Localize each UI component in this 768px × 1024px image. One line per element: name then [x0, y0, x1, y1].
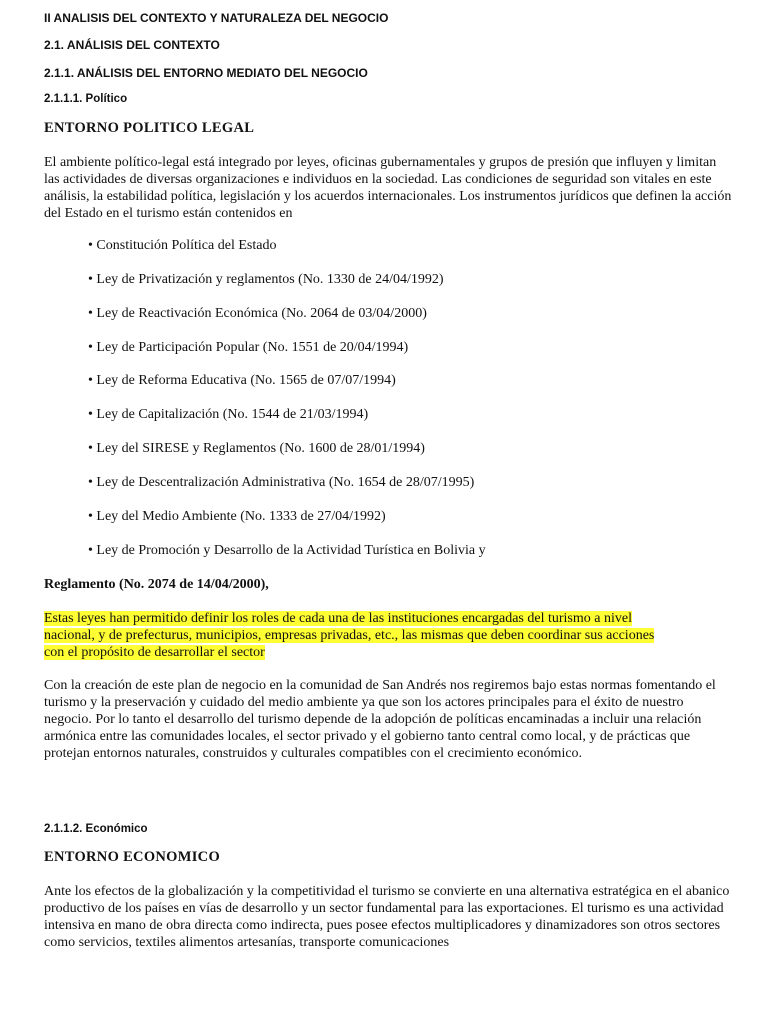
heading-2-1-1-2: 2.1.1.2. Económico [44, 823, 148, 835]
paragraph-politico: El ambiente político-legal está integrado por leyes, oficinas gubernamentales y grupos de presión que influyen y limitan las actividades de diversas organizaciones e individuos en la sociedad. Las condiciones de seguridad son vitales en este análisis, la estabilidad política, legislación y los acuerdos internacionales. Los instrumentos jurídicos que definen la acción del Estado en el turismo están contenidos en [44, 155, 732, 221]
heading-2-1-1: 2.1.1. ANÁLISIS DEL ENTORNO MEDIATO DEL NEGOCIO [44, 66, 368, 80]
law-item: • Constitución Política del Estado [88, 238, 277, 253]
reglamento-line: Reglamento (No. 2074 de 14/04/2000), [44, 577, 269, 592]
highlighted-line: Estas leyes han permitido definir los roles de cada una de las instituciones encargadas del turismo a nivel [44, 611, 632, 626]
law-item: • Ley de Participación Popular (No. 1551 de 20/04/1994) [88, 340, 409, 355]
section-title-politico: ENTORNO POLITICO LEGAL [44, 120, 255, 136]
highlighted-line: con el propósito de desarrollar el sector [44, 645, 265, 660]
heading-main: II ANALISIS DEL CONTEXTO Y NATURALEZA DEL NEGOCIO [44, 11, 389, 25]
law-item: • Ley del SIRESE y Reglamentos (No. 1600 de 28/01/1994) [88, 441, 425, 456]
highlighted-line: nacional, y de prefecturus, municipios, empresas privadas, etc., las mismas que deben coordinar sus acciones [44, 628, 655, 643]
paragraph-san-andres: Con la creación de este plan de negocio en la comunidad de San Andrés nos regiremos bajo estas normas fomentando el turismo y la preservación y cuidado del medio ambiente ya que son los actores principales para el éxito de nuestro negocio. Por lo tanto el desarrollo del turismo depende de la adopción de políticas encaminadas a incluir una relación armónica entre las comunidades locales, el sector privado y el gobierno tanto central como local, y de prácticas que protejan entornos naturales, construidos y culturales compatibles con el crecimiento económico. [44, 678, 716, 761]
law-item: • Ley de Reforma Educativa (No. 1565 de 07/07/1994) [88, 373, 396, 388]
law-item: • Ley del Medio Ambiente (No. 1333 de 27/04/1992) [88, 509, 386, 524]
law-item: • Ley de Descentralización Administrativa (No. 1654 de 28/07/1995) [88, 475, 475, 490]
law-item: • Ley de Reactivación Económica (No. 2064 de 03/04/2000) [88, 306, 427, 321]
section-title-economico: ENTORNO ECONOMICO [44, 849, 221, 865]
paragraph-economico: Ante los efectos de la globalización y la competitividad el turismo se convierte en una alternativa estratégica en el abanico productivo de los países en vías de desarrollo y un sector fundamental para las exportaciones. El turismo es una actividad intensiva en mano de obra directa como indirecta, pues posee efectos multiplicadores y dinamizadores son otros sectores como servicios, textiles alimentos artesanías, transporte comunicaciones [44, 884, 730, 950]
law-item: • Ley de Capitalización (No. 1544 de 21/03/1994) [88, 407, 369, 422]
law-item: • Ley de Privatización y reglamentos (No. 1330 de 24/04/1992) [88, 272, 444, 287]
law-item: • Ley de Promoción y Desarrollo de la Actividad Turística en Bolivia y [88, 543, 486, 558]
heading-2-1-1-1: 2.1.1.1. Político [44, 93, 128, 105]
highlighted-paragraph [44, 610, 734, 661]
heading-2-1: 2.1. ANÁLISIS DEL CONTEXTO [44, 38, 220, 52]
